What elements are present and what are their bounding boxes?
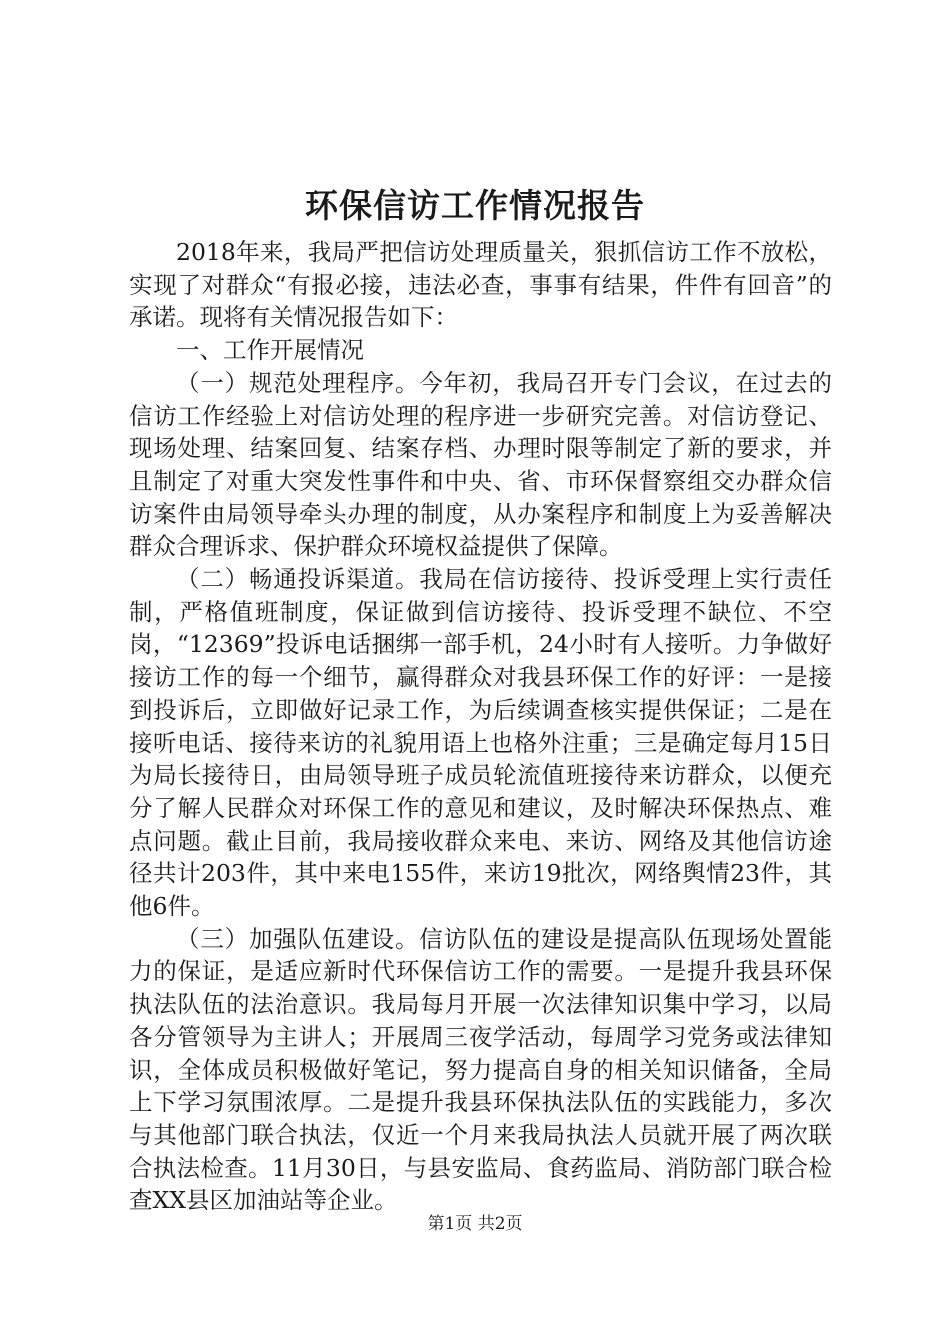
document-body <box>129 236 832 1217</box>
document-title: 环保信访工作情况报告 <box>305 186 645 225</box>
section-heading: 一、工作开展情况 <box>176 336 364 365</box>
paragraph-intro: 2018年来，我局严把信访处理质量关，狠抓信访工作不放松，实现了对群众“有报必接，违法必查，事事有结果，件件有回音”的承诺。现将有关情况报告如下： <box>129 238 832 332</box>
page-number-footer: 第1页 共2页 <box>427 1214 523 1234</box>
paragraph-team-building: （三）加强队伍建设。信访队伍的建设是提高队伍现场处置能力的保证，是适应新时代环保信访工作的需要。一是提升我县环保执法队伍的法治意识。我局每月开展一次法律知识集中学习，以局各分管领导为主讲人；开展周三夜学活动，每周学习党务或法律知识，全体成员积极做好笔记，努力提高自身的相关知识储备，全局上下学习氛围浓厚。二是提升我县环保执法队伍的实践能力，多次与其他部门联合执法，仅近一个月来我局执法人员就开展了两次联合执法检查。11月30日，与县安监局、食药监局、消防部门联合检查XX县区加油站等企业。 <box>129 924 832 1215</box>
paragraph-standardize-procedure: （一）规范处理程序。今年初，我局召开专门会议，在过去的信访工作经验上对信访处理的程序进一步研究完善。对信访登记、现场处理、结案回复、结案存档、办理时限等制定了新的要求，并且制定了对重大突发性事件和中央、省、市环保督察组交办群众信访案件由局领导牵头办理的制度，从办案程序和制度上为妥善解决群众合理诉求、保护群众环境权益提供了保障。 <box>129 368 832 561</box>
paragraph-complaint-channels: （二）畅通投诉渠道。我局在信访接待、投诉受理上实行责任制，严格值班制度，保证做到信访接待、投诉受理不缺位、不空岗，“12369”投诉电话捆绑一部手机，24小时有人接听。力争做好接访工作的每一个细节，赢得群众对我县环保工作的好评：一是接到投诉后，立即做好记录工作，为后续调查核实提供保证；二是在接听电话、接待来访的礼貌用语上也格外注重；三是确定每月15日为局长接待日，由局领导班子成员轮流值班接待来访群众，以便充分了解人民群众对环保工作的意见和建议，及时解决环保热点、难点问题。截止目前，我局接收群众来电、来访、网络及其他信访途径共计203件，其中来电155件，来访19批次，网络舆情23件，其他6件。 <box>129 565 832 921</box>
